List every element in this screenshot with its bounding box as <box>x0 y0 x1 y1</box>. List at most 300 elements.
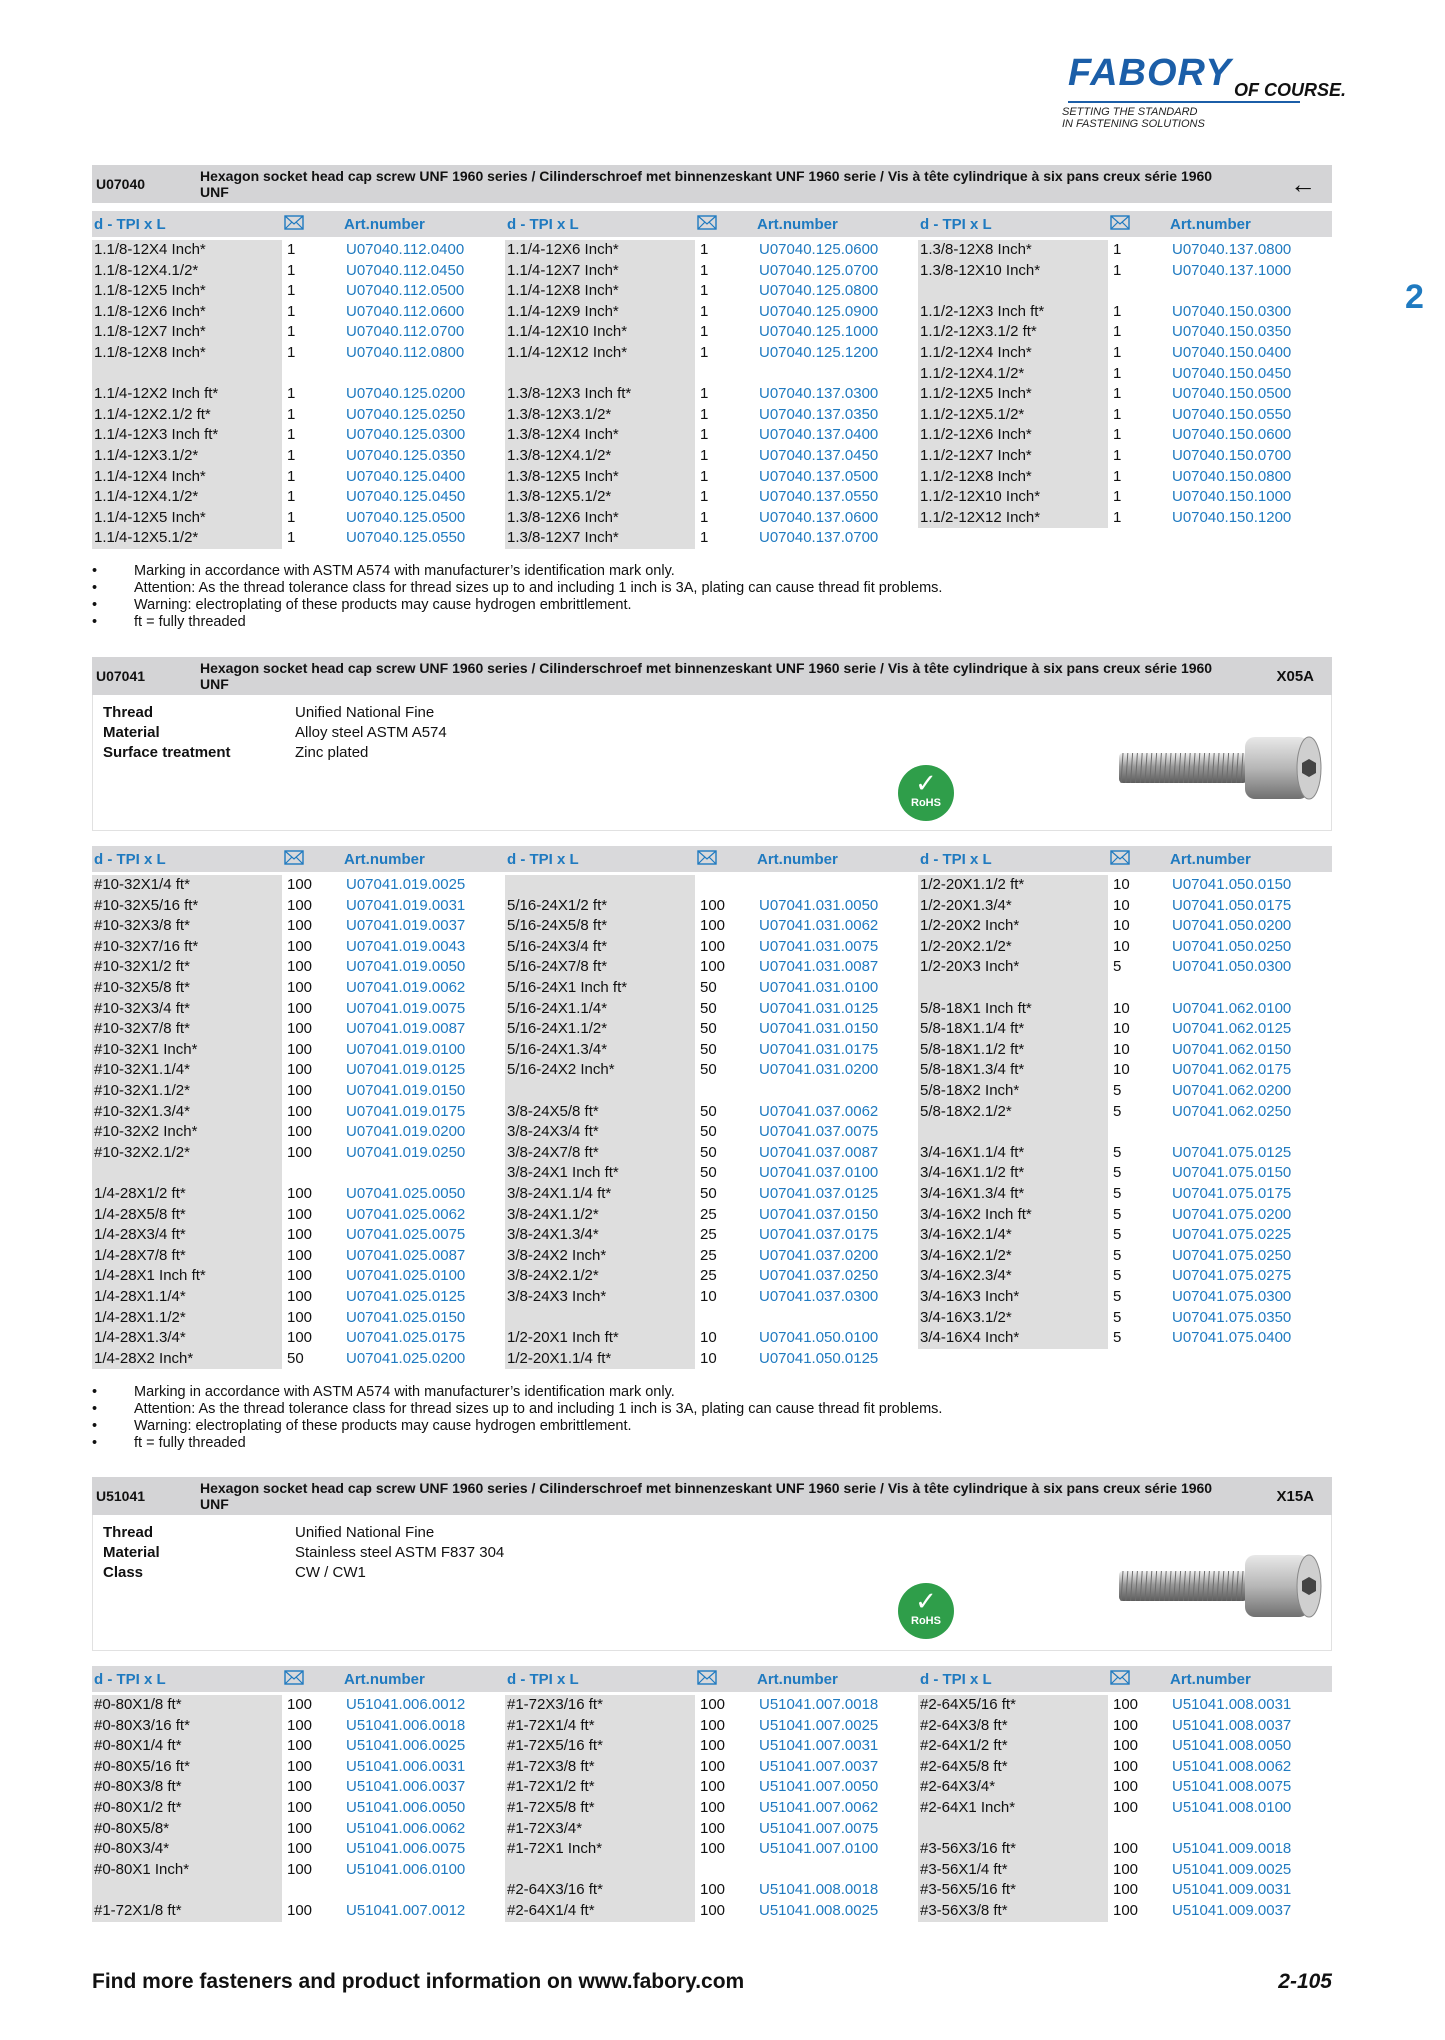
size-header: d - TPI x L <box>507 1670 579 1688</box>
table-row <box>505 384 918 405</box>
quantity-cell: 100 <box>287 1185 313 1202</box>
art-number-link[interactable]: U07041.031.0100 <box>759 979 879 996</box>
size-cell: 3/4-16X1.3/4 ft* <box>920 1185 1025 1202</box>
quantity-cell: 1 <box>1113 344 1122 361</box>
table-row <box>505 405 918 426</box>
art-number-link[interactable]: U07040.150.1000 <box>1172 488 1292 506</box>
quantity-cell: 100 <box>287 1267 313 1285</box>
table-row <box>918 999 1331 1020</box>
quantity-cell: 5 <box>1113 1102 1122 1120</box>
art-number-link[interactable]: U07041.025.0150 <box>346 1308 466 1326</box>
table-row <box>92 1225 505 1246</box>
art-number-link[interactable]: U07041.037.0075 <box>759 1123 879 1141</box>
table-row <box>505 281 918 302</box>
table-row <box>92 1308 505 1329</box>
size-cell: 3/8-24X1.3/4* <box>507 1226 599 1244</box>
art-number-link[interactable]: U07041.075.0200 <box>1172 1205 1292 1223</box>
art-number-link[interactable]: U51041.008.0018 <box>759 1881 879 1899</box>
art-number-link[interactable]: U07041.019.0050 <box>346 958 466 976</box>
table-row <box>92 1163 505 1184</box>
art-number-link[interactable]: U07041.062.0150 <box>1172 1040 1292 1058</box>
art-number-link[interactable]: U07041.031.0125 <box>759 999 879 1017</box>
art-number-link[interactable]: U51041.007.0012 <box>346 1902 466 1919</box>
quantity-cell: 10 <box>1113 1040 1130 1058</box>
art-number-link[interactable]: U51041.007.0031 <box>759 1737 879 1755</box>
table-row <box>918 1205 1331 1226</box>
art-number-link[interactable]: U07041.075.0300 <box>1172 1288 1292 1305</box>
table-header <box>92 1666 1332 1692</box>
art-number-link[interactable]: U07041.019.0250 <box>346 1143 466 1161</box>
quantity-cell: 100 <box>287 1860 313 1878</box>
quantity-cell: 5 <box>1113 1329 1122 1347</box>
table-header <box>92 211 1332 237</box>
table-row <box>918 364 1331 385</box>
table-row <box>505 261 918 282</box>
art-number-link[interactable]: U07041.019.0150 <box>346 1082 466 1099</box>
art-number-link[interactable]: U07041.037.0250 <box>759 1267 879 1285</box>
art-number-link[interactable]: U07041.050.0300 <box>1172 958 1292 976</box>
size-cell: #10-32X2 Inch* <box>94 1123 198 1141</box>
art-number-link[interactable]: U51041.007.0037 <box>759 1757 879 1775</box>
table-row <box>505 1246 918 1267</box>
quantity-cell: 1 <box>700 282 709 300</box>
art-number-link[interactable]: U07041.031.0075 <box>759 937 879 955</box>
size-header: d - TPI x L <box>920 215 992 233</box>
art-number-link[interactable]: U07040.150.0450 <box>1172 364 1292 382</box>
size-cell: 1.1/2-12X10 Inch* <box>920 488 1041 506</box>
size-cell: 1/4-28X1.1/2* <box>94 1308 186 1326</box>
screw-image <box>1115 723 1327 818</box>
art-number-link[interactable]: U07040.150.0300 <box>1172 302 1292 320</box>
art-number-link[interactable]: U51041.007.0075 <box>759 1819 879 1837</box>
table-row <box>505 1777 918 1798</box>
art-number-link[interactable]: U07041.075.0150 <box>1172 1164 1292 1182</box>
art-number-link[interactable]: U07041.019.0037 <box>346 917 466 935</box>
art-number-link[interactable]: U51041.006.0100 <box>346 1860 466 1878</box>
art-number-link[interactable]: U07041.025.0062 <box>346 1205 466 1223</box>
art-number-link[interactable]: U07041.025.0200 <box>346 1349 466 1367</box>
size-cell: 1.1/4-12X7 Inch* <box>507 261 619 279</box>
art-number-link[interactable]: U07040.125.0500 <box>346 508 466 526</box>
size-cell: #1-72X5/8 ft* <box>507 1799 595 1816</box>
quantity-cell: 100 <box>700 1778 726 1796</box>
quantity-cell: 1 <box>1113 261 1122 279</box>
art-number-link[interactable]: U51041.006.0031 <box>346 1757 466 1775</box>
quantity-cell: 1 <box>700 529 709 547</box>
art-number-link[interactable]: U07040.150.0350 <box>1172 323 1292 341</box>
table-row <box>918 343 1331 364</box>
note-text: ft = fully threaded <box>134 614 246 630</box>
property-label: Surface treatment <box>103 744 231 761</box>
size-cell: 1/4-28X1.3/4* <box>94 1329 186 1347</box>
size-cell: 3/4-16X2.1/2* <box>920 1246 1012 1264</box>
quantity-cell: 5 <box>1113 1308 1122 1326</box>
art-number-link[interactable]: U07041.019.0075 <box>346 999 466 1017</box>
art-number-link[interactable]: U51041.007.0062 <box>759 1799 879 1816</box>
art-number-link[interactable]: U07041.037.0175 <box>759 1226 879 1244</box>
art-number-link[interactable]: U07040.125.0550 <box>346 529 466 547</box>
property-label: Material <box>103 1544 160 1561</box>
art-number-link[interactable]: U07040.125.0800 <box>759 282 879 300</box>
art-number-link[interactable]: U07040.125.0400 <box>346 467 466 485</box>
art-number-link[interactable]: U07041.050.0100 <box>759 1329 879 1347</box>
table-row <box>92 1777 505 1798</box>
art-number-link[interactable]: U51041.007.0025 <box>759 1716 879 1734</box>
art-number-link[interactable]: U07040.137.0600 <box>759 508 879 526</box>
note-item <box>92 614 1332 631</box>
art-number-link[interactable]: U07041.050.0200 <box>1172 917 1292 935</box>
table-row <box>92 467 505 488</box>
size-cell: #10-32X1/2 ft* <box>94 958 190 976</box>
quantity-cell: 1 <box>287 323 296 341</box>
table-row <box>92 999 505 1020</box>
table-row <box>505 302 918 323</box>
size-cell: 3/4-16X3.1/2* <box>920 1308 1012 1326</box>
art-number-link[interactable]: U07041.062.0100 <box>1172 999 1292 1017</box>
art-number-link[interactable]: U07041.019.0043 <box>346 937 466 955</box>
table-row <box>505 528 918 549</box>
table-row <box>505 1798 918 1819</box>
art-number-link[interactable]: U51041.008.0075 <box>1172 1778 1292 1796</box>
quantity-cell: 100 <box>700 1840 726 1858</box>
art-number-link[interactable]: U07040.137.0300 <box>759 385 879 403</box>
art-number-link[interactable]: U07040.150.1200 <box>1172 508 1292 526</box>
art-number-link[interactable]: U07041.025.0100 <box>346 1267 466 1285</box>
size-cell: 3/8-24X1.1/2* <box>507 1205 599 1223</box>
art-number-link[interactable]: U07041.031.0087 <box>759 958 879 976</box>
art-number-link[interactable]: U07041.075.0350 <box>1172 1308 1292 1326</box>
note-item <box>92 580 1332 597</box>
quantity-cell: 1 <box>700 426 709 444</box>
art-number-link[interactable]: U51041.008.0037 <box>1172 1716 1292 1734</box>
art-number-link[interactable]: U07040.112.0450 <box>346 261 465 279</box>
art-number-link[interactable]: U07041.037.0062 <box>759 1102 879 1120</box>
quantity-cell: 25 <box>700 1226 717 1244</box>
quantity-cell: 100 <box>1113 1881 1139 1899</box>
art-number-link[interactable]: U51041.009.0031 <box>1172 1881 1292 1899</box>
table-row <box>918 261 1331 282</box>
property-row <box>103 1563 366 1582</box>
size-cell: 1.3/8-12X6 Inch* <box>507 508 619 526</box>
art-number-link[interactable]: U51041.008.0100 <box>1172 1799 1292 1816</box>
table-row <box>505 1122 918 1143</box>
art-number-link[interactable]: U07040.125.1200 <box>759 344 879 361</box>
quantity-cell: 1 <box>287 385 296 403</box>
size-cell: 1/2-20X1.1/4 ft* <box>507 1349 612 1367</box>
quantity-cell: 1 <box>1113 241 1122 258</box>
art-number-link[interactable]: U07041.019.0100 <box>346 1040 466 1058</box>
art-number-link[interactable]: U07041.050.0150 <box>1172 876 1292 893</box>
art-number-link[interactable]: U07040.150.0500 <box>1172 385 1292 403</box>
art-number-header: Art.number <box>757 1670 838 1688</box>
size-cell: 1.1/2-12X3.1/2 ft* <box>920 323 1037 341</box>
art-number-link[interactable]: U07040.112.0400 <box>346 241 465 258</box>
table-row <box>92 364 505 385</box>
quantity-cell: 100 <box>287 1308 313 1326</box>
art-number-link[interactable]: U51041.009.0018 <box>1172 1840 1292 1858</box>
art-number-link[interactable]: U07040.125.1000 <box>759 323 879 341</box>
size-cell: 1.1/2-12X8 Inch* <box>920 467 1032 485</box>
table-row <box>505 896 918 917</box>
art-number-link[interactable]: U07040.112.0500 <box>346 282 465 300</box>
table-row <box>92 508 505 529</box>
size-cell: 1/4-28X1.1/4* <box>94 1288 186 1305</box>
header-group <box>918 215 1331 234</box>
table-header <box>92 846 1332 872</box>
product-title: Hexagon socket head cap screw UNF 1960 series / Cilinderschroef met binnenzeskant UNF 1960 serie / Vis à tête cylindrique à six pans creux série 1960 UNF <box>200 168 1213 200</box>
size-cell: #1-72X5/16 ft* <box>507 1737 603 1755</box>
art-number-link[interactable]: U07041.031.0050 <box>759 896 879 914</box>
footer-text[interactable]: Find more fasteners and product information on www.fabory.com <box>92 1970 745 1993</box>
size-cell: #2-64X1/4 ft* <box>507 1902 595 1919</box>
art-number-link[interactable]: U51041.008.0062 <box>1172 1757 1292 1775</box>
quantity-cell: 1 <box>1113 426 1122 444</box>
table-row <box>92 1266 505 1287</box>
size-cell: #0-80X1/4 ft* <box>94 1737 182 1755</box>
art-number-link[interactable]: U07041.050.0250 <box>1172 937 1292 955</box>
art-number-link[interactable]: U51041.006.0025 <box>346 1737 466 1755</box>
art-number-link[interactable]: U07040.125.0600 <box>759 241 879 258</box>
table-row <box>918 487 1331 508</box>
art-number-link[interactable]: U07041.037.0200 <box>759 1246 879 1264</box>
art-number-link[interactable]: U07040.150.0800 <box>1172 467 1292 485</box>
header-group <box>505 1670 918 1689</box>
size-cell: #0-80X3/4* <box>94 1840 170 1858</box>
table-row <box>505 999 918 1020</box>
art-number-link[interactable]: U07041.019.0031 <box>346 896 466 914</box>
art-number-link[interactable]: U07041.025.0175 <box>346 1329 466 1347</box>
size-cell: #2-64X5/16 ft* <box>920 1696 1016 1713</box>
quantity-cell: 100 <box>287 958 313 976</box>
art-number-link[interactable]: U07040.137.1000 <box>1172 261 1292 279</box>
table-row <box>92 322 505 343</box>
table-row <box>92 875 505 896</box>
art-number-link[interactable]: U07040.125.0300 <box>346 426 466 444</box>
quantity-cell: 1 <box>1113 508 1122 526</box>
art-number-link[interactable]: U07041.075.0275 <box>1172 1267 1292 1285</box>
art-number-link[interactable]: U51041.006.0050 <box>346 1799 466 1816</box>
quantity-cell: 100 <box>287 1329 313 1347</box>
art-number-link[interactable]: U07041.075.0225 <box>1172 1226 1292 1244</box>
table-row <box>92 1102 505 1123</box>
bullet-icon: • <box>92 1435 98 1451</box>
size-cell: 3/4-16X1.1/4 ft* <box>920 1143 1025 1161</box>
art-number-link[interactable]: U07040.137.0700 <box>759 529 879 547</box>
art-number-link[interactable]: U51041.008.0050 <box>1172 1737 1292 1755</box>
tagline-line-2: IN FASTENING SOLUTIONS <box>1062 118 1205 130</box>
art-number-link[interactable]: U07041.050.0175 <box>1172 896 1292 914</box>
quantity-cell: 5 <box>1113 1143 1122 1161</box>
art-number-link[interactable]: U51041.009.0025 <box>1172 1860 1292 1878</box>
property-label: Thread <box>103 1524 154 1541</box>
size-cell: 3/8-24X1.1/4 ft* <box>507 1185 612 1202</box>
table-row <box>505 978 918 999</box>
art-number-link[interactable]: U07041.031.0150 <box>759 1020 879 1038</box>
size-header: d - TPI x L <box>94 215 166 233</box>
art-number-link[interactable]: U07041.062.0250 <box>1172 1102 1292 1120</box>
art-number-link[interactable]: U07040.112.0600 <box>346 302 465 320</box>
art-number-link[interactable]: U07041.019.0200 <box>346 1123 466 1141</box>
art-number-link[interactable]: U51041.007.0018 <box>759 1696 879 1713</box>
quantity-cell: 1 <box>1113 488 1122 506</box>
art-number-link[interactable]: U07041.031.0062 <box>759 917 879 935</box>
art-number-link[interactable]: U07040.137.0400 <box>759 426 879 444</box>
size-cell: 1.1/4-12X10 Inch* <box>507 323 628 341</box>
art-number-link[interactable]: U07041.025.0050 <box>346 1185 466 1202</box>
art-number-link[interactable]: U07041.037.0087 <box>759 1143 879 1161</box>
art-number-link[interactable]: U07041.062.0200 <box>1172 1082 1292 1099</box>
art-number-link[interactable]: U07041.031.0200 <box>759 1061 879 1079</box>
art-number-link[interactable]: U07040.137.0450 <box>759 447 879 464</box>
fabory-logo[interactable] <box>1062 52 1362 134</box>
quantity-cell: 10 <box>1113 937 1130 955</box>
table-row <box>918 1122 1331 1143</box>
quantity-cell: 25 <box>700 1205 717 1223</box>
art-number-link[interactable]: U07040.137.0800 <box>1172 241 1292 258</box>
quantity-cell: 10 <box>1113 999 1130 1017</box>
size-cell: #1-72X3/8 ft* <box>507 1757 595 1775</box>
size-cell: 1.1/2-12X4 Inch* <box>920 344 1032 361</box>
table-row <box>918 1225 1331 1246</box>
size-cell: #10-32X1.1/2* <box>94 1082 190 1099</box>
art-number-link[interactable]: U07041.019.0125 <box>346 1061 466 1079</box>
logo-tagline <box>1062 106 1205 130</box>
art-number-link[interactable]: U07040.125.0700 <box>759 261 879 279</box>
art-number-link[interactable]: U07041.019.0025 <box>346 876 466 893</box>
art-number-link[interactable]: U51041.006.0018 <box>346 1716 466 1734</box>
quantity-cell: 5 <box>1113 1164 1122 1182</box>
table-row <box>505 1081 918 1102</box>
art-number-link[interactable]: U51041.007.0100 <box>759 1840 879 1858</box>
quantity-cell: 50 <box>700 1061 717 1079</box>
size-cell: 1.1/2-12X5.1/2* <box>920 405 1025 423</box>
art-number-link[interactable]: U07041.050.0125 <box>759 1349 879 1367</box>
art-number-link[interactable]: U51041.009.0037 <box>1172 1902 1292 1919</box>
quantity-cell: 50 <box>700 1143 717 1161</box>
art-number-link[interactable]: U07041.019.0175 <box>346 1102 466 1120</box>
art-number-link[interactable]: U07041.037.0100 <box>759 1164 879 1182</box>
size-cell: 5/8-18X1.1/2 ft* <box>920 1040 1025 1058</box>
art-number-link[interactable]: U07041.025.0125 <box>346 1288 466 1305</box>
size-cell: 5/16-24X5/8 ft* <box>507 917 608 935</box>
table-row <box>505 487 918 508</box>
art-number-link[interactable]: U07041.075.0250 <box>1172 1246 1292 1264</box>
art-number-link[interactable]: U07041.019.0087 <box>346 1020 466 1038</box>
table-row <box>918 1246 1331 1267</box>
quantity-cell: 100 <box>287 1226 313 1244</box>
table-row <box>918 875 1331 896</box>
back-arrow-icon[interactable]: ← <box>1290 168 1316 199</box>
art-number-link[interactable]: U07040.137.0550 <box>759 488 879 506</box>
table-row <box>918 937 1331 958</box>
art-number-link[interactable]: U51041.006.0062 <box>346 1819 466 1837</box>
art-number-link[interactable]: U07040.150.0400 <box>1172 344 1292 361</box>
quantity-cell: 100 <box>287 1246 313 1264</box>
art-number-link[interactable]: U51041.006.0012 <box>346 1696 466 1713</box>
art-number-link[interactable]: U07041.037.0125 <box>759 1185 879 1202</box>
art-number-link[interactable]: U07041.019.0062 <box>346 979 466 996</box>
table-row <box>505 467 918 488</box>
art-number-link[interactable]: U51041.006.0037 <box>346 1778 466 1796</box>
size-cell: #1-72X1/2 ft* <box>507 1778 595 1796</box>
art-number-link[interactable]: U07040.137.0350 <box>759 405 879 423</box>
note-text: Warning: electroplating of these products may cause hydrogen embrittlement. <box>134 1418 632 1434</box>
quantity-cell: 25 <box>700 1246 717 1264</box>
product-code: U07041 <box>96 668 146 684</box>
product-code: U51041 <box>96 1488 146 1504</box>
art-number-link[interactable]: U07041.025.0075 <box>346 1226 466 1244</box>
size-cell: #2-64X3/4* <box>920 1778 996 1796</box>
quantity-cell: 100 <box>700 1799 726 1816</box>
section-header <box>92 165 1332 203</box>
quantity-cell: 50 <box>700 1102 717 1120</box>
art-number-link[interactable]: U07041.037.0300 <box>759 1288 879 1305</box>
quantity-cell: 100 <box>700 937 726 955</box>
size-cell: #0-80X1/8 ft* <box>94 1696 182 1713</box>
art-number-link[interactable]: U51041.008.0025 <box>759 1902 879 1919</box>
quantity-cell: 10 <box>700 1288 717 1305</box>
quantity-cell: 5 <box>1113 1226 1122 1244</box>
art-number-link[interactable]: U07040.125.0900 <box>759 302 879 320</box>
property-row <box>103 1543 504 1562</box>
size-cell: 1/4-28X1/2 ft* <box>94 1185 186 1202</box>
art-number-link[interactable]: U07040.125.0200 <box>346 385 466 403</box>
size-cell: 5/16-24X3/4 ft* <box>507 937 608 955</box>
art-number-link[interactable]: U07041.062.0175 <box>1172 1061 1292 1079</box>
quantity-cell: 1 <box>700 508 709 526</box>
table-row <box>92 896 505 917</box>
note-text: Warning: electroplating of these products may cause hydrogen embrittlement. <box>134 597 632 613</box>
art-number-link[interactable]: U07040.150.0600 <box>1172 426 1292 444</box>
bullet-icon: • <box>92 1401 98 1417</box>
art-number-link[interactable]: U51041.008.0031 <box>1172 1696 1292 1713</box>
art-number-link[interactable]: U07040.137.0500 <box>759 467 879 485</box>
art-number-link[interactable]: U07040.125.0450 <box>346 488 466 506</box>
art-number-link[interactable]: U07041.062.0125 <box>1172 1020 1292 1038</box>
art-number-link[interactable]: U07041.025.0087 <box>346 1246 466 1264</box>
art-number-link[interactable]: U07041.075.0125 <box>1172 1143 1292 1161</box>
art-number-link[interactable]: U51041.007.0050 <box>759 1778 879 1796</box>
quantity-cell: 100 <box>287 1799 313 1816</box>
section-header <box>92 1477 1332 1515</box>
art-number-link[interactable]: U07040.112.0800 <box>346 344 465 361</box>
quantity-cell: 100 <box>287 1288 313 1305</box>
art-number-link[interactable]: U07041.031.0175 <box>759 1040 879 1058</box>
quantity-cell: 1 <box>700 323 709 341</box>
size-cell: 5/8-18X1.3/4 ft* <box>920 1061 1025 1079</box>
art-number-link[interactable]: U07041.037.0150 <box>759 1205 879 1223</box>
size-cell: 3/8-24X3/4 ft* <box>507 1123 599 1141</box>
size-cell: #3-56X5/16 ft* <box>920 1881 1016 1899</box>
art-number-link[interactable]: U07040.150.0550 <box>1172 405 1292 423</box>
art-number-header: Art.number <box>757 215 838 233</box>
header-group <box>92 215 505 234</box>
art-number-link[interactable]: U07040.112.0700 <box>346 323 465 341</box>
art-number-link[interactable]: U07041.075.0175 <box>1172 1185 1292 1202</box>
art-number-link[interactable]: U51041.006.0075 <box>346 1840 466 1858</box>
reference-code: X15A <box>1276 1487 1314 1505</box>
note-item <box>92 1418 1332 1435</box>
art-number-link[interactable]: U07041.075.0400 <box>1172 1329 1292 1347</box>
art-number-link[interactable]: U07040.125.0350 <box>346 447 466 464</box>
art-number-link[interactable]: U07040.125.0250 <box>346 405 466 423</box>
art-number-header: Art.number <box>1170 850 1251 868</box>
table-row <box>505 240 918 261</box>
logo-underline <box>1068 101 1300 103</box>
quantity-cell: 100 <box>1113 1778 1139 1796</box>
tagline-line-1: SETTING THE STANDARD <box>1062 106 1198 118</box>
art-number-link[interactable]: U07040.150.0700 <box>1172 447 1292 464</box>
